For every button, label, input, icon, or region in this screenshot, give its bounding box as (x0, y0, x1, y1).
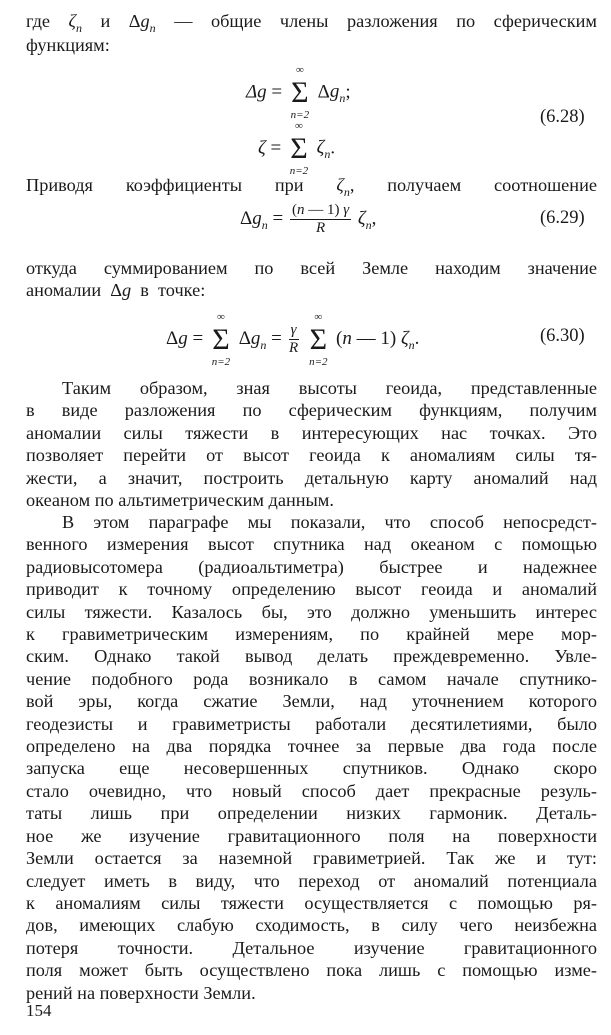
paragraph-2 (26, 511, 597, 1004)
text3-line-2: аномалии Δg в точке: (26, 280, 206, 301)
paragraph-2-line: В этом параграфе мы показали, что способ непосредст- (62, 512, 597, 532)
equation-6-28-line-1: Δg = ∞ Σ n=2 $\Delta g_n$; (246, 64, 351, 121)
text-line-2-content: Приводя коэффициенты при $\zeta_n$, получаем соотношение (26, 175, 597, 199)
text-paragraph-3 (26, 257, 597, 302)
equation-6-29: $\Delta g_n$ = $\frac{(n — 1) \gamma}{R}$ $\zeta_n$, (240, 202, 377, 236)
paragraph-2-line: Земли остается за наземной гравиметрией. Так же и тут: (26, 848, 597, 869)
paragraph-2-line: ским. Однако такой вывод делать преждевременно. Увле- (26, 646, 597, 667)
paragraph-2-line: вой эры, когда сжатие Земли, над уточнением которого (26, 691, 597, 712)
paragraph-1-line: жести, а значит, построить детальную карту аномалий над (26, 467, 597, 488)
paragraph-2-line: ное же изучение гравитационного поля на поверхности (26, 825, 597, 846)
paragraph-2-line: силы тяжести. Казалось бы, это должно уменьшить интерес (26, 601, 597, 622)
paragraph-1-line: позволяет перейти от высот геоида к аномалиям силы тя- (26, 445, 597, 466)
paragraph-2-line: венного измерения высот спутника над океаном с помощью (26, 534, 597, 555)
paragraph-1-line: Таким образом, зная высоты геоида, представленные (62, 378, 597, 398)
paragraph-2-line: следует иметь в виду, что переход от аномалий потенциала (26, 870, 597, 891)
intro-paragraph (26, 10, 597, 57)
paragraph-2-line: геодезисты и гравиметристы работали десятилетиями, было (26, 713, 597, 734)
paragraph-2-line: радиовысотомера (радиоальтиметра) быстрее и надежнее (26, 556, 597, 577)
paragraph-1-line: аномалии силы тяжести в интересующих нас точках. Это (26, 422, 597, 443)
paragraph-2-line: стало очевидно, что новый способ дает прекрасные резуль- (26, 780, 597, 801)
paragraph-2-line: рений на поверхности Земли. (26, 982, 256, 1003)
paragraph-2-line: к аномалиям силы тяжести осуществляется с помощью ря- (26, 892, 597, 913)
paragraph-2-line: приводит к точному определению высот геоида и аномалий (26, 579, 597, 600)
paragraph-1-line: океаном по альтиметрическим данным. (26, 490, 334, 511)
paragraph-2-line: поля может быть осуществлено пока лишь с помощью изме- (26, 960, 597, 981)
paragraph-2-line: потеря точности. Детальное изучение гравитационного (26, 937, 597, 958)
paragraph-2-line: таты лишь при определении низких гармоник. Деталь- (26, 803, 597, 824)
text-line-2 (26, 174, 597, 198)
paragraph-1-line: в виде разложения по сферическим функциям, получим (26, 400, 597, 421)
intro-line-1: где $\zeta_n$ и $\Delta g_n$ — общие члены разложения по сферическим (26, 11, 598, 35)
equation-6-30: Δg = ∞ Σ n=2 $\Delta g_n$ = $\frac{\gamma}{R}$ ∞ Σ n=2 (n — 1) $\zeta_n$. (166, 310, 420, 368)
paragraph-1 (26, 377, 597, 511)
intro-line-2: функциям: (26, 35, 110, 56)
paragraph-2-line: запуска еще несовершенных спутников. Однако скоро (26, 758, 597, 779)
text3-line-1: откуда суммированием по всей Земле находим значение (26, 258, 597, 278)
equation-number-6-29: (6.29) (540, 208, 585, 228)
paragraph-2-line: определено на два порядка точнее за первые два года после (26, 736, 597, 757)
equation-number-6-28: (6.28) (540, 107, 585, 127)
paragraph-2-line: дов, имеющих слабую сходимость, в силу чего неизбежна (26, 915, 597, 936)
equation-6-28-line-2: ζ = ∞ Σ n=2 $\zeta_n$. (258, 120, 336, 177)
paragraph-2-line: чение подобного рода возникало в самом начале спутнико- (26, 668, 597, 689)
equation-number-6-30: (6.30) (540, 326, 585, 346)
paragraph-2-line: к гравиметрическим измерениям, по крайней мере мор- (26, 624, 597, 645)
page-number: 154 (26, 1001, 52, 1020)
